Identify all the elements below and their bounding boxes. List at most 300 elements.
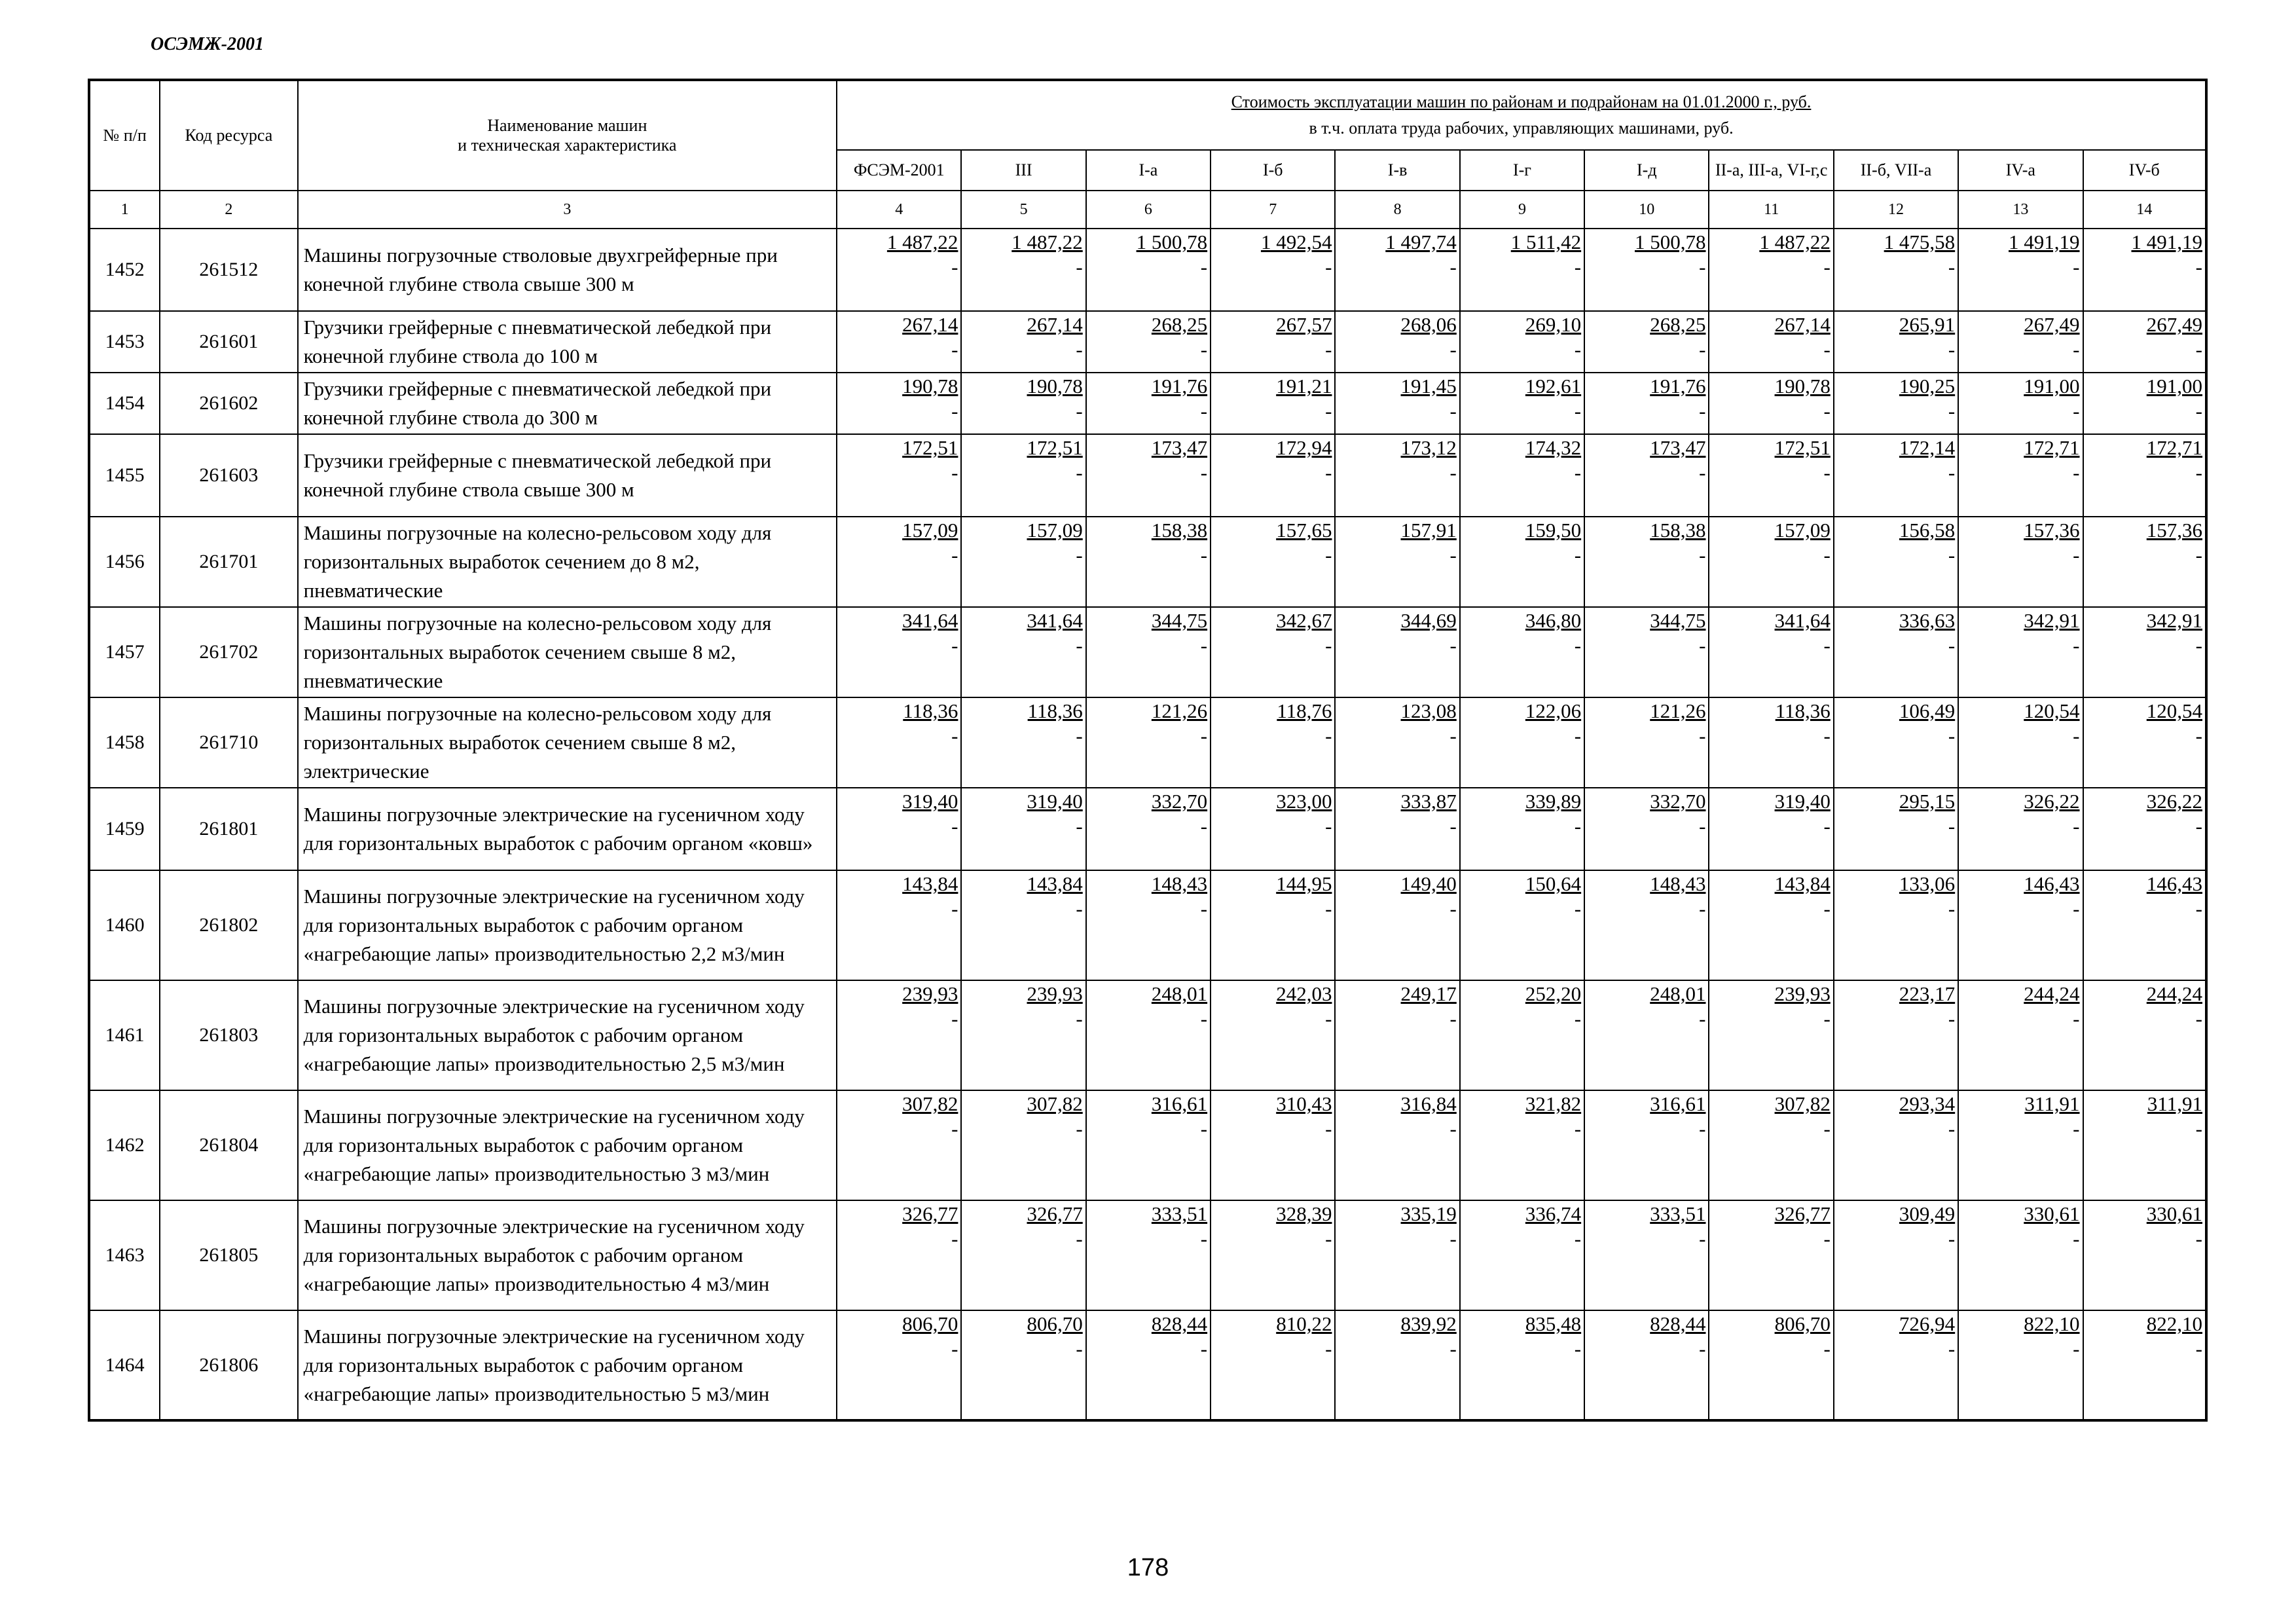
- resource-code: 261803: [160, 980, 297, 1090]
- operating-cost: 321,82: [1525, 1092, 1582, 1115]
- cost-cell: [1335, 311, 1459, 373]
- cost-cell: [1460, 788, 1584, 870]
- operating-cost: 335,19: [1400, 1202, 1457, 1225]
- resource-code: 261801: [160, 788, 297, 870]
- cost-cell: [1460, 311, 1584, 373]
- operating-cost: 172,14: [1899, 436, 1956, 459]
- labor-cost: -: [1948, 1337, 1956, 1360]
- operating-cost: 172,51: [1027, 436, 1083, 459]
- cost-cell: [1086, 373, 1211, 434]
- cost-cell: [1335, 517, 1459, 607]
- labor-cost: -: [2195, 724, 2202, 747]
- header-region: I-в: [1335, 150, 1459, 191]
- cost-cell: [1335, 697, 1459, 788]
- cost-cell: [1584, 1310, 1709, 1420]
- labor-cost: -: [2195, 815, 2202, 838]
- labor-cost: -: [1200, 815, 1208, 838]
- labor-cost: -: [951, 461, 958, 484]
- labor-cost: -: [1823, 1117, 1831, 1140]
- labor-cost: -: [1823, 399, 1831, 422]
- labor-cost: -: [1449, 338, 1457, 361]
- column-number: 3: [298, 191, 837, 229]
- cost-cell: [2083, 1200, 2207, 1310]
- row-number: 1462: [89, 1090, 160, 1200]
- operating-cost: 159,50: [1525, 519, 1582, 542]
- operating-cost: 1 487,22: [1759, 231, 1831, 253]
- labor-cost: -: [1449, 1337, 1457, 1360]
- column-number: 8: [1335, 191, 1459, 229]
- labor-cost: -: [951, 897, 958, 920]
- cost-cell: [1584, 980, 1709, 1090]
- labor-cost: -: [1948, 1007, 1956, 1030]
- labor-cost: -: [1325, 461, 1332, 484]
- operating-cost: 344,69: [1400, 609, 1457, 632]
- table-row: [89, 373, 2206, 434]
- labor-cost: -: [1325, 897, 1332, 920]
- operating-cost: 341,64: [902, 609, 958, 632]
- labor-cost: -: [1574, 399, 1582, 422]
- operating-cost: 319,40: [1774, 790, 1831, 813]
- cost-cell: [1834, 1310, 1958, 1420]
- table-row: [89, 434, 2206, 517]
- cost-cell: [1086, 697, 1211, 788]
- cost-cell: [1335, 1090, 1459, 1200]
- cost-cell: [1335, 607, 1459, 697]
- column-number: 11: [1709, 191, 1833, 229]
- operating-cost: 311,91: [2024, 1092, 2080, 1115]
- resource-code: 261601: [160, 311, 297, 373]
- operating-cost: 122,06: [1525, 699, 1582, 722]
- operating-cost: 810,22: [1276, 1312, 1332, 1335]
- cost-cell: [1584, 697, 1709, 788]
- operating-cost: 323,00: [1276, 790, 1332, 813]
- operating-cost: 172,51: [902, 436, 958, 459]
- machine-name: Грузчики грейферные с пневматической лебедкой при конечной глубине ствола до 300 м: [298, 373, 837, 434]
- cost-cell: [1335, 788, 1459, 870]
- header-region: I-б: [1211, 150, 1335, 191]
- labor-cost: -: [1076, 897, 1083, 920]
- labor-cost: -: [1200, 1227, 1208, 1250]
- column-number: 2: [160, 191, 297, 229]
- table-row: [89, 229, 2206, 311]
- table-row: [89, 870, 2206, 980]
- operating-cost: 242,03: [1276, 982, 1332, 1005]
- labor-cost: -: [1699, 255, 1706, 278]
- cost-cell: [1709, 517, 1833, 607]
- operating-cost: 123,08: [1400, 699, 1457, 722]
- cost-cell: [1834, 870, 1958, 980]
- operating-cost: 157,09: [1774, 519, 1831, 542]
- resource-code: 261603: [160, 434, 297, 517]
- column-number: 10: [1584, 191, 1709, 229]
- resource-code: 261710: [160, 697, 297, 788]
- cost-cell: [2083, 607, 2207, 697]
- labor-cost: -: [2195, 399, 2202, 422]
- header-name-line2: и техническая характеристика: [458, 136, 677, 155]
- labor-cost: -: [1823, 461, 1831, 484]
- column-number: 6: [1086, 191, 1211, 229]
- header-region: ФСЭМ-2001: [837, 150, 961, 191]
- labor-cost: -: [1823, 1337, 1831, 1360]
- header-region: I-д: [1584, 150, 1709, 191]
- operating-cost: 191,76: [1650, 375, 1706, 397]
- labor-cost: -: [1325, 1227, 1332, 1250]
- labor-cost: -: [1574, 1337, 1582, 1360]
- header-row-column-numbers: [89, 191, 2206, 229]
- header-region: I-а: [1086, 150, 1211, 191]
- labor-cost: -: [2195, 1007, 2202, 1030]
- operating-cost: 143,84: [902, 872, 958, 895]
- labor-cost: -: [1574, 897, 1582, 920]
- operating-cost: 339,89: [1525, 790, 1582, 813]
- row-number: 1458: [89, 697, 160, 788]
- cost-cell: [1335, 980, 1459, 1090]
- table-row: [89, 788, 2206, 870]
- operating-cost: 267,14: [1027, 313, 1083, 336]
- operating-cost: 191,21: [1276, 375, 1332, 397]
- column-number: 9: [1460, 191, 1584, 229]
- operating-cost: 150,64: [1525, 872, 1582, 895]
- labor-cost: -: [1076, 724, 1083, 747]
- operating-cost: 244,24: [2146, 982, 2202, 1005]
- header-cost-group: [837, 80, 2206, 150]
- cost-cell: [961, 870, 1085, 980]
- table-row: [89, 980, 2206, 1090]
- operating-cost: 316,61: [1151, 1092, 1208, 1115]
- operating-cost: 1 492,54: [1260, 231, 1332, 253]
- cost-cell: [2083, 1090, 2207, 1200]
- operating-cost: 1 487,22: [886, 231, 958, 253]
- table-row: [89, 517, 2206, 607]
- cost-cell: [1211, 870, 1335, 980]
- row-number: 1459: [89, 788, 160, 870]
- operating-cost: 307,82: [902, 1092, 958, 1115]
- labor-cost: -: [1574, 338, 1582, 361]
- labor-cost: -: [1325, 544, 1332, 566]
- labor-cost: -: [1449, 897, 1457, 920]
- cost-cell: [1211, 788, 1335, 870]
- labor-cost: -: [1699, 897, 1706, 920]
- labor-cost: -: [951, 634, 958, 657]
- operating-cost: 806,70: [1774, 1312, 1831, 1335]
- operating-cost: 249,17: [1400, 982, 1457, 1005]
- labor-cost: -: [2073, 338, 2080, 361]
- cost-cell: [1211, 1090, 1335, 1200]
- operating-cost: 326,77: [1027, 1202, 1083, 1225]
- labor-cost: -: [1449, 634, 1457, 657]
- labor-cost: -: [1200, 338, 1208, 361]
- cost-cell: [2083, 434, 2207, 517]
- operating-cost: 333,51: [1151, 1202, 1208, 1225]
- cost-cell: [1958, 373, 2083, 434]
- operating-cost: 244,24: [2024, 982, 2080, 1005]
- labor-cost: -: [2195, 338, 2202, 361]
- cost-cell: [1958, 434, 2083, 517]
- cost-cell: [1584, 229, 1709, 311]
- labor-cost: -: [951, 1117, 958, 1140]
- labor-cost: -: [1449, 255, 1457, 278]
- operating-cost: 822,10: [2024, 1312, 2080, 1335]
- operating-cost: 1 497,74: [1385, 231, 1457, 253]
- cost-cell: [1211, 373, 1335, 434]
- cost-cell: [1460, 517, 1584, 607]
- row-number: 1455: [89, 434, 160, 517]
- cost-cell: [1584, 788, 1709, 870]
- operating-cost: 319,40: [902, 790, 958, 813]
- column-number: 4: [837, 191, 961, 229]
- cost-cell: [1211, 311, 1335, 373]
- cost-cell: [1211, 229, 1335, 311]
- labor-cost: -: [1449, 1117, 1457, 1140]
- cost-cell: [1584, 311, 1709, 373]
- header-region: IV-а: [1958, 150, 2083, 191]
- operating-cost: 190,78: [1774, 375, 1831, 397]
- labor-cost: -: [1948, 724, 1956, 747]
- cost-cell: [961, 311, 1085, 373]
- cost-cell: [837, 434, 961, 517]
- labor-cost: -: [1948, 815, 1956, 838]
- cost-cell: [2083, 870, 2207, 980]
- operating-cost: 336,63: [1899, 609, 1956, 632]
- labor-cost: -: [2073, 461, 2080, 484]
- machine-name: Машины погрузочные электрические на гусеничном ходу для горизонтальных выработок с рабочим органом «ковш»: [298, 788, 837, 870]
- operating-cost: 146,43: [2024, 872, 2080, 895]
- cost-cell: [1834, 373, 1958, 434]
- labor-cost: -: [1574, 724, 1582, 747]
- cost-cell: [1086, 870, 1211, 980]
- operating-cost: 341,64: [1027, 609, 1083, 632]
- row-number: 1463: [89, 1200, 160, 1310]
- labor-cost: -: [1948, 255, 1956, 278]
- labor-cost: -: [1823, 255, 1831, 278]
- cost-cell: [961, 697, 1085, 788]
- column-number: 1: [89, 191, 160, 229]
- operating-cost: 148,43: [1151, 872, 1208, 895]
- header-cost-line2: в т.ч. оплата труда рабочих, управляющих машинами, руб.: [1309, 119, 1734, 138]
- operating-cost: 120,54: [2024, 699, 2080, 722]
- header-num: № п/п: [89, 80, 160, 191]
- cost-cell: [1086, 1310, 1211, 1420]
- cost-cell: [837, 229, 961, 311]
- labor-cost: -: [1699, 1117, 1706, 1140]
- labor-cost: -: [1076, 1337, 1083, 1360]
- cost-cell: [1086, 788, 1211, 870]
- row-number: 1456: [89, 517, 160, 607]
- cost-cell: [1834, 229, 1958, 311]
- cost-cell: [2083, 980, 2207, 1090]
- operating-cost: 1 511,42: [1510, 231, 1582, 253]
- operating-cost: 190,25: [1899, 375, 1956, 397]
- cost-cell: [2083, 373, 2207, 434]
- cost-cell: [1584, 870, 1709, 980]
- operating-cost: 1 475,58: [1884, 231, 1956, 253]
- column-number: 12: [1834, 191, 1958, 229]
- operating-cost: 106,49: [1899, 699, 1956, 722]
- header-name: [298, 80, 837, 191]
- labor-cost: -: [1699, 544, 1706, 566]
- cost-cell: [1709, 1310, 1833, 1420]
- labor-cost: -: [1449, 461, 1457, 484]
- labor-cost: -: [2073, 724, 2080, 747]
- labor-cost: -: [2195, 461, 2202, 484]
- cost-cell: [1460, 870, 1584, 980]
- operating-cost: 143,84: [1774, 872, 1831, 895]
- labor-cost: -: [1948, 897, 1956, 920]
- cost-cell: [961, 1310, 1085, 1420]
- labor-cost: -: [2073, 255, 2080, 278]
- cost-cell: [1958, 697, 2083, 788]
- operating-cost: 316,84: [1400, 1092, 1457, 1115]
- operating-cost: 172,94: [1276, 436, 1332, 459]
- labor-cost: -: [1076, 255, 1083, 278]
- cost-cell: [1211, 607, 1335, 697]
- cost-cell: [2083, 697, 2207, 788]
- cost-cell: [1211, 1200, 1335, 1310]
- operating-cost: 190,78: [1027, 375, 1083, 397]
- operating-cost: 148,43: [1650, 872, 1706, 895]
- cost-cell: [837, 1200, 961, 1310]
- header-region: III: [961, 150, 1085, 191]
- machine-name: Машины погрузочные на колесно-рельсовом ходу для горизонтальных выработок сечением до 8 м2, пневматические: [298, 517, 837, 607]
- operating-cost: 192,61: [1525, 375, 1582, 397]
- labor-cost: -: [1076, 1117, 1083, 1140]
- labor-cost: -: [2195, 1117, 2202, 1140]
- labor-cost: -: [1699, 1227, 1706, 1250]
- operating-cost: 157,09: [902, 519, 958, 542]
- labor-cost: -: [951, 1007, 958, 1030]
- operating-cost: 239,93: [1027, 982, 1083, 1005]
- operating-cost: 191,00: [2146, 375, 2202, 397]
- labor-cost: -: [1574, 1117, 1582, 1140]
- labor-cost: -: [1699, 634, 1706, 657]
- header-region: II-б, VII-а: [1834, 150, 1958, 191]
- labor-cost: -: [2073, 1337, 2080, 1360]
- operating-cost: 191,00: [2024, 375, 2080, 397]
- cost-cell: [1958, 980, 2083, 1090]
- operating-cost: 143,84: [1027, 872, 1083, 895]
- labor-cost: -: [1449, 1227, 1457, 1250]
- labor-cost: -: [1076, 544, 1083, 566]
- operating-cost: 173,47: [1151, 436, 1208, 459]
- operating-cost: 118,36: [903, 699, 958, 722]
- cost-cell: [1086, 517, 1211, 607]
- labor-cost: -: [2195, 1337, 2202, 1360]
- labor-cost: -: [2073, 1117, 2080, 1140]
- labor-cost: -: [1574, 815, 1582, 838]
- operating-cost: 835,48: [1525, 1312, 1582, 1335]
- labor-cost: -: [2073, 544, 2080, 566]
- operating-cost: 726,94: [1899, 1312, 1956, 1335]
- cost-cell: [1335, 373, 1459, 434]
- cost-cell: [1834, 788, 1958, 870]
- cost-cell: [1834, 434, 1958, 517]
- operating-cost: 326,22: [2024, 790, 2080, 813]
- cost-cell: [1211, 697, 1335, 788]
- operating-cost: 333,51: [1650, 1202, 1706, 1225]
- resource-code: 261806: [160, 1310, 297, 1420]
- operating-cost: 118,36: [1775, 699, 1831, 722]
- cost-cell: [1834, 517, 1958, 607]
- labor-cost: -: [1574, 634, 1582, 657]
- labor-cost: -: [1325, 1007, 1332, 1030]
- operating-cost: 172,71: [2024, 436, 2080, 459]
- labor-cost: -: [951, 399, 958, 422]
- labor-cost: -: [1076, 634, 1083, 657]
- labor-cost: -: [2073, 634, 2080, 657]
- labor-cost: -: [1823, 634, 1831, 657]
- labor-cost: -: [951, 1227, 958, 1250]
- labor-cost: -: [1325, 255, 1332, 278]
- labor-cost: -: [1574, 255, 1582, 278]
- cost-cell: [1086, 607, 1211, 697]
- operating-cost: 173,47: [1650, 436, 1706, 459]
- table-row: [89, 1310, 2206, 1420]
- labor-cost: -: [1699, 338, 1706, 361]
- cost-cell: [961, 1090, 1085, 1200]
- operating-cost: 118,36: [1027, 699, 1083, 722]
- cost-cell: [837, 1090, 961, 1200]
- labor-cost: -: [2073, 815, 2080, 838]
- operating-cost: 332,70: [1151, 790, 1208, 813]
- price-table: [88, 79, 2208, 1422]
- cost-cell: [1460, 434, 1584, 517]
- labor-cost: -: [951, 338, 958, 361]
- operating-cost: 239,93: [1774, 982, 1831, 1005]
- cost-cell: [1086, 980, 1211, 1090]
- labor-cost: -: [1574, 461, 1582, 484]
- labor-cost: -: [1200, 544, 1208, 566]
- labor-cost: -: [1325, 815, 1332, 838]
- machine-name: Машины погрузочные электрические на гусеничном ходу для горизонтальных выработок с рабочим органом «нагребающие лапы» производительностью 5 м3/мин: [298, 1310, 837, 1420]
- operating-cost: 172,71: [2146, 436, 2202, 459]
- cost-cell: [961, 788, 1085, 870]
- labor-cost: -: [1200, 1007, 1208, 1030]
- labor-cost: -: [1200, 399, 1208, 422]
- labor-cost: -: [1325, 1117, 1332, 1140]
- operating-cost: 157,36: [2146, 519, 2202, 542]
- operating-cost: 268,06: [1400, 313, 1457, 336]
- labor-cost: -: [2073, 1007, 2080, 1030]
- labor-cost: -: [1948, 1117, 1956, 1140]
- cost-cell: [1709, 788, 1833, 870]
- cost-cell: [1086, 229, 1211, 311]
- machine-name: Грузчики грейферные с пневматической лебедкой при конечной глубине ствола свыше 300 м: [298, 434, 837, 517]
- cost-cell: [1709, 373, 1833, 434]
- cost-cell: [1460, 1090, 1584, 1200]
- cost-cell: [2083, 1310, 2207, 1420]
- header-region: I-г: [1460, 150, 1584, 191]
- cost-cell: [1958, 1310, 2083, 1420]
- labor-cost: -: [951, 255, 958, 278]
- row-number: 1457: [89, 607, 160, 697]
- header-cost-line1: Стоимость эксплуатации машин по районам и подрайонам на 01.01.2000 г., руб.: [1231, 92, 1812, 111]
- labor-cost: -: [1823, 1007, 1831, 1030]
- column-number: 14: [2083, 191, 2207, 229]
- operating-cost: 1 487,22: [1011, 231, 1083, 253]
- operating-cost: 158,38: [1650, 519, 1706, 542]
- labor-cost: -: [1823, 897, 1831, 920]
- operating-cost: 806,70: [902, 1312, 958, 1335]
- cost-cell: [961, 229, 1085, 311]
- cost-cell: [961, 373, 1085, 434]
- operating-cost: 328,39: [1276, 1202, 1332, 1225]
- labor-cost: -: [1200, 1117, 1208, 1140]
- labor-cost: -: [1823, 815, 1831, 838]
- labor-cost: -: [1948, 544, 1956, 566]
- machine-name: Грузчики грейферные с пневматической лебедкой при конечной глубине ствола до 100 м: [298, 311, 837, 373]
- cost-cell: [1709, 980, 1833, 1090]
- cost-cell: [837, 517, 961, 607]
